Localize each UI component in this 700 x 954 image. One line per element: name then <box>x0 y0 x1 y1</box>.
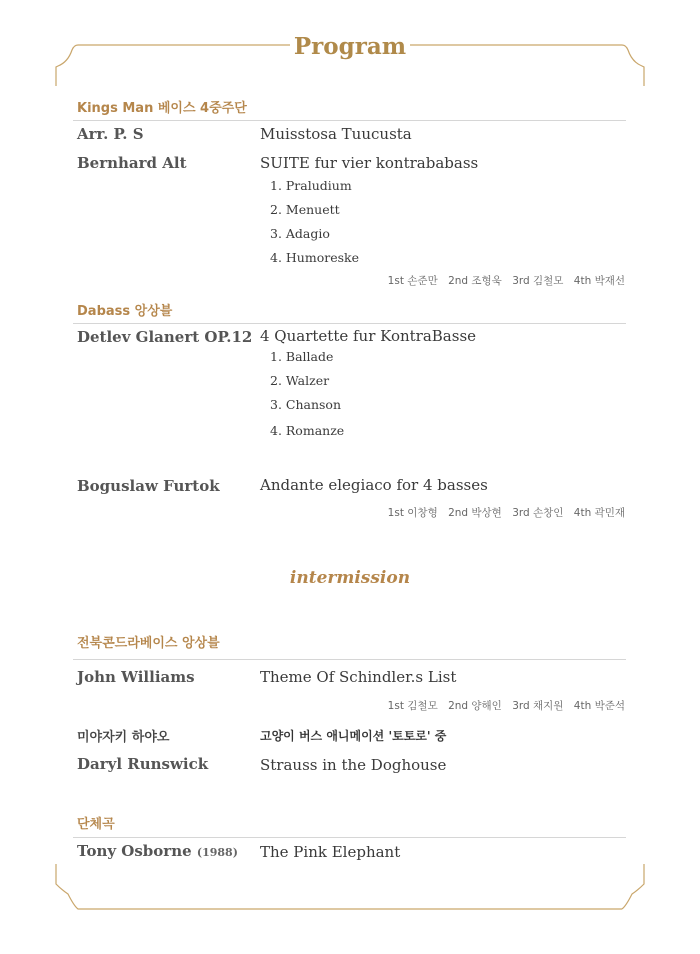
work-title: Theme Of Schindler.s List <box>260 668 457 686</box>
performer: 4th 박재선 <box>573 275 625 287</box>
performer-list <box>381 273 625 288</box>
section-heading: 전북콘드라베이스 앙상블 <box>77 636 220 651</box>
divider <box>73 323 626 324</box>
performer: 1st 이창형 <box>387 507 438 519</box>
movement-item: 3. Adagio <box>270 226 330 241</box>
performer: 2nd 조형욱 <box>448 275 502 287</box>
movement-item: 1. Praludium <box>270 178 352 193</box>
work-title: 4 Quartette fur KontraBasse <box>260 327 477 345</box>
section-heading: Dabass 앙상블 <box>77 304 173 319</box>
work-title: SUITE fur vier kontrababass <box>260 154 479 172</box>
movement-item: 2. Menuett <box>270 202 340 217</box>
composer-name: Boguslaw Furtok <box>77 477 220 495</box>
divider <box>73 837 626 838</box>
divider <box>73 659 626 660</box>
performer: 3rd 채지원 <box>512 700 564 712</box>
composer-name: Bernhard Alt <box>77 154 187 172</box>
work-title: 고양이 버스 애니메이션 '토토로' 중 <box>260 729 447 743</box>
intermission-label: intermission <box>289 568 411 588</box>
movement-item: 4. Humoreske <box>270 250 359 265</box>
performer: 3rd 김철모 <box>512 275 564 287</box>
page-title: Program <box>293 33 407 60</box>
composer-year: (1988) <box>196 846 238 859</box>
work-title: Andante elegiaco for 4 basses <box>260 476 488 494</box>
section-heading: 단체곡 <box>77 817 115 832</box>
performer: 1st 김철모 <box>387 700 438 712</box>
composer-name: Detlev Glanert OP.12 <box>77 328 253 346</box>
movement-item: 3. Chanson <box>270 397 342 412</box>
performer: 2nd 양해인 <box>448 700 502 712</box>
movement-item: 2. Walzer <box>270 373 330 388</box>
performer: 3rd 손창인 <box>512 507 564 519</box>
composer-name: John Williams <box>77 668 195 686</box>
divider <box>73 120 626 121</box>
composer-name: Arr. P. S <box>77 125 144 143</box>
performer: 2nd 박상현 <box>448 507 502 519</box>
performer-list <box>381 505 625 520</box>
performer: 1st 손준만 <box>387 275 438 287</box>
composer-name: 미야자키 하야오 <box>77 730 170 745</box>
performer: 4th 박준석 <box>573 700 625 712</box>
movement-item: 1. Ballade <box>270 349 334 364</box>
performer: 4th 곽민재 <box>573 507 625 519</box>
composer-name: Daryl Runswick <box>77 755 209 773</box>
work-title: Muisstosa Tuucusta <box>260 125 412 143</box>
composer-name <box>77 842 238 860</box>
work-title: The Pink Elephant <box>260 843 401 861</box>
movement-item: 4. Romanze <box>270 423 345 438</box>
section-heading: Kings Man 베이스 4중주단 <box>77 101 247 116</box>
work-title: Strauss in the Doghouse <box>260 756 447 774</box>
performer-list <box>381 698 625 713</box>
composer-label: Tony Osborne <box>77 842 192 860</box>
